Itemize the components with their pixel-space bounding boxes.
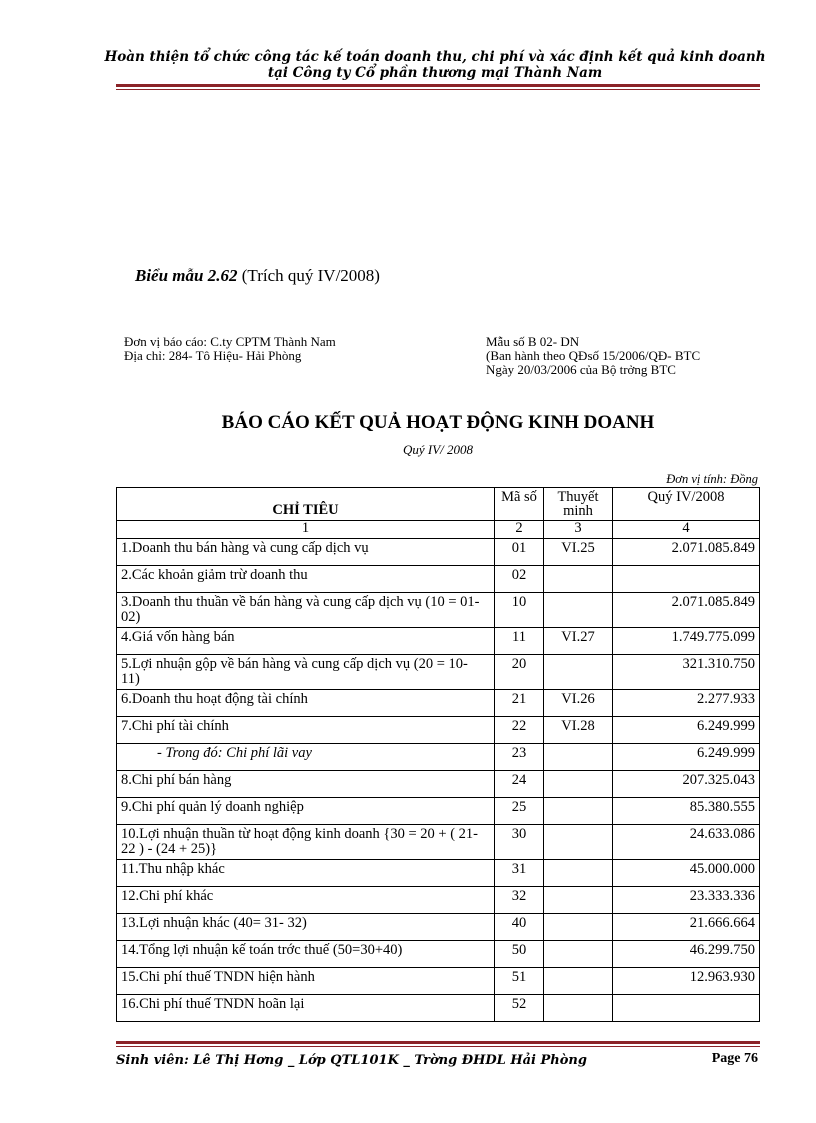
form-label-line	[135, 266, 380, 286]
row-code: 50	[495, 941, 544, 968]
row-note	[544, 771, 613, 798]
row-indicator: 10.Lợi nhuận thuần từ hoạt động kinh doanh {30 = 20 + ( 21- 22 ) - (24 + 25)}	[117, 825, 495, 860]
table-row	[117, 887, 760, 914]
row-value: 321.310.750	[613, 655, 760, 690]
report-title: BÁO CÁO KẾT QUẢ HOẠT ĐỘNG KINH DOANH	[221, 412, 655, 433]
index-cell: 1	[117, 521, 495, 539]
table-row	[117, 771, 760, 798]
table-row	[117, 717, 760, 744]
row-indicator: - Trong đó: Chi phí lãi vay	[117, 744, 495, 771]
table-row	[117, 825, 760, 860]
row-code: 25	[495, 798, 544, 825]
row-value: 23.333.336	[613, 887, 760, 914]
row-code: 20	[495, 655, 544, 690]
row-indicator: 12.Chi phí khác	[117, 887, 495, 914]
row-note	[544, 887, 613, 914]
row-note	[544, 655, 613, 690]
index-cell: 3	[544, 521, 613, 539]
row-indicator: 8.Chi phí bán hàng	[117, 771, 495, 798]
row-value: 6.249.999	[613, 744, 760, 771]
row-indicator: 15.Chi phí thuế TNDN hiện hành	[117, 968, 495, 995]
row-code: 24	[495, 771, 544, 798]
row-note	[544, 566, 613, 593]
row-code: 31	[495, 860, 544, 887]
header-indicator: CHỈ TIÊU	[117, 488, 495, 521]
header-line-2: tại Công ty Cổ phần thương mại Thành Nam	[267, 65, 603, 81]
row-value: 2.071.085.849	[613, 593, 760, 628]
header-rule	[116, 84, 760, 87]
table-row	[117, 995, 760, 1022]
row-indicator: 9.Chi phí quản lý doanh nghiệp	[117, 798, 495, 825]
income-statement-table	[116, 487, 760, 1022]
report-period: Quý IV/ 2008	[402, 442, 474, 457]
table-header-row	[117, 488, 760, 521]
table-row	[117, 744, 760, 771]
row-note	[544, 941, 613, 968]
row-value: 6.249.999	[613, 717, 760, 744]
page-number: Page 76	[711, 1051, 758, 1066]
index-cell: 4	[613, 521, 760, 539]
row-note: VI.26	[544, 690, 613, 717]
row-code: 52	[495, 995, 544, 1022]
reporting-unit: Đơn vị báo cáo: C.ty CPTM Thành Nam	[124, 334, 336, 349]
row-note: VI.27	[544, 628, 613, 655]
row-indicator: 11.Thu nhập khác	[117, 860, 495, 887]
row-value: 45.000.000	[613, 860, 760, 887]
form-code: Mẫu số B 02- DN	[486, 334, 580, 349]
row-indicator: 3.Doanh thu thuần về bán hàng và cung cấp dịch vụ (10 = 01- 02)	[117, 593, 495, 628]
row-indicator: 5.Lợi nhuận gộp về bán hàng và cung cấp dịch vụ (20 = 10- 11)	[117, 655, 495, 690]
row-note	[544, 860, 613, 887]
header-line-1: Hoàn thiện tổ chức công tác kế toán doanh thu, chi phí và xác định kết quả kinh doanh	[104, 49, 766, 65]
row-note	[544, 914, 613, 941]
row-value: 46.299.750	[613, 941, 760, 968]
row-value: 1.749.775.099	[613, 628, 760, 655]
index-cell: 2	[495, 521, 544, 539]
row-indicator: 14.Tổng lợi nhuận kế toán trớc thuế (50=30+40)	[117, 941, 495, 968]
table-row	[117, 539, 760, 566]
issued-date: Ngày 20/03/2006 của Bộ trởng BTC	[486, 362, 676, 377]
row-indicator: 4.Giá vốn hàng bán	[117, 628, 495, 655]
index-row	[117, 521, 760, 539]
row-code: 02	[495, 566, 544, 593]
footer-student: Sinh viên: Lê Thị Hơng _ Lớp QTL101K _ Trờng ĐHDL Hải Phòng	[116, 1053, 587, 1068]
row-value: 21.666.664	[613, 914, 760, 941]
row-indicator: 13.Lợi nhuận khác (40= 31- 32)	[117, 914, 495, 941]
row-note: VI.28	[544, 717, 613, 744]
row-code: 10	[495, 593, 544, 628]
row-indicator: 16.Chi phí thuế TNDN hoãn lại	[117, 995, 495, 1022]
issued-by: (Ban hành theo QĐsố 15/2006/QĐ- BTC	[486, 348, 701, 363]
row-value	[613, 566, 760, 593]
row-indicator: 6.Doanh thu hoạt động tài chính	[117, 690, 495, 717]
table-row	[117, 860, 760, 887]
header-code: Mã số	[495, 488, 544, 521]
table-row	[117, 566, 760, 593]
header-rule-thin	[116, 89, 760, 90]
footer-rule-thin	[116, 1046, 760, 1047]
row-code: 22	[495, 717, 544, 744]
row-code: 51	[495, 968, 544, 995]
row-value: 85.380.555	[613, 798, 760, 825]
table-row	[117, 593, 760, 628]
form-label: Biểu mẫu 2.62	[135, 266, 238, 285]
row-code: 40	[495, 914, 544, 941]
row-note: VI.25	[544, 539, 613, 566]
table-row	[117, 690, 760, 717]
currency-unit: Đơn vị tính: Đồng	[666, 472, 758, 486]
row-code: 32	[495, 887, 544, 914]
table-row	[117, 914, 760, 941]
row-note	[544, 798, 613, 825]
row-code: 23	[495, 744, 544, 771]
row-code: 11	[495, 628, 544, 655]
row-value: 2.277.933	[613, 690, 760, 717]
row-code: 01	[495, 539, 544, 566]
row-indicator: 2.Các khoản giảm trừ doanh thu	[117, 566, 495, 593]
row-note	[544, 968, 613, 995]
table-row	[117, 798, 760, 825]
row-indicator: 1.Doanh thu bán hàng và cung cấp dịch vụ	[117, 539, 495, 566]
row-value: 24.633.086	[613, 825, 760, 860]
table-row	[117, 655, 760, 690]
row-value: 207.325.043	[613, 771, 760, 798]
row-note	[544, 593, 613, 628]
row-indicator: 7.Chi phí tài chính	[117, 717, 495, 744]
table-row	[117, 941, 760, 968]
row-code: 30	[495, 825, 544, 860]
footer-rule	[116, 1041, 760, 1044]
row-note	[544, 744, 613, 771]
row-note	[544, 825, 613, 860]
table-row	[117, 628, 760, 655]
header-note: Thuyết minh	[544, 488, 613, 521]
row-code: 21	[495, 690, 544, 717]
row-note	[544, 995, 613, 1022]
row-value: 2.071.085.849	[613, 539, 760, 566]
header-value: Quý IV/2008	[613, 488, 760, 521]
row-value	[613, 995, 760, 1022]
form-note: (Trích quý IV/2008)	[241, 266, 380, 285]
row-value: 12.963.930	[613, 968, 760, 995]
address: Địa chỉ: 284- Tô Hiệu- Hải Phòng	[124, 348, 302, 363]
table-row	[117, 968, 760, 995]
